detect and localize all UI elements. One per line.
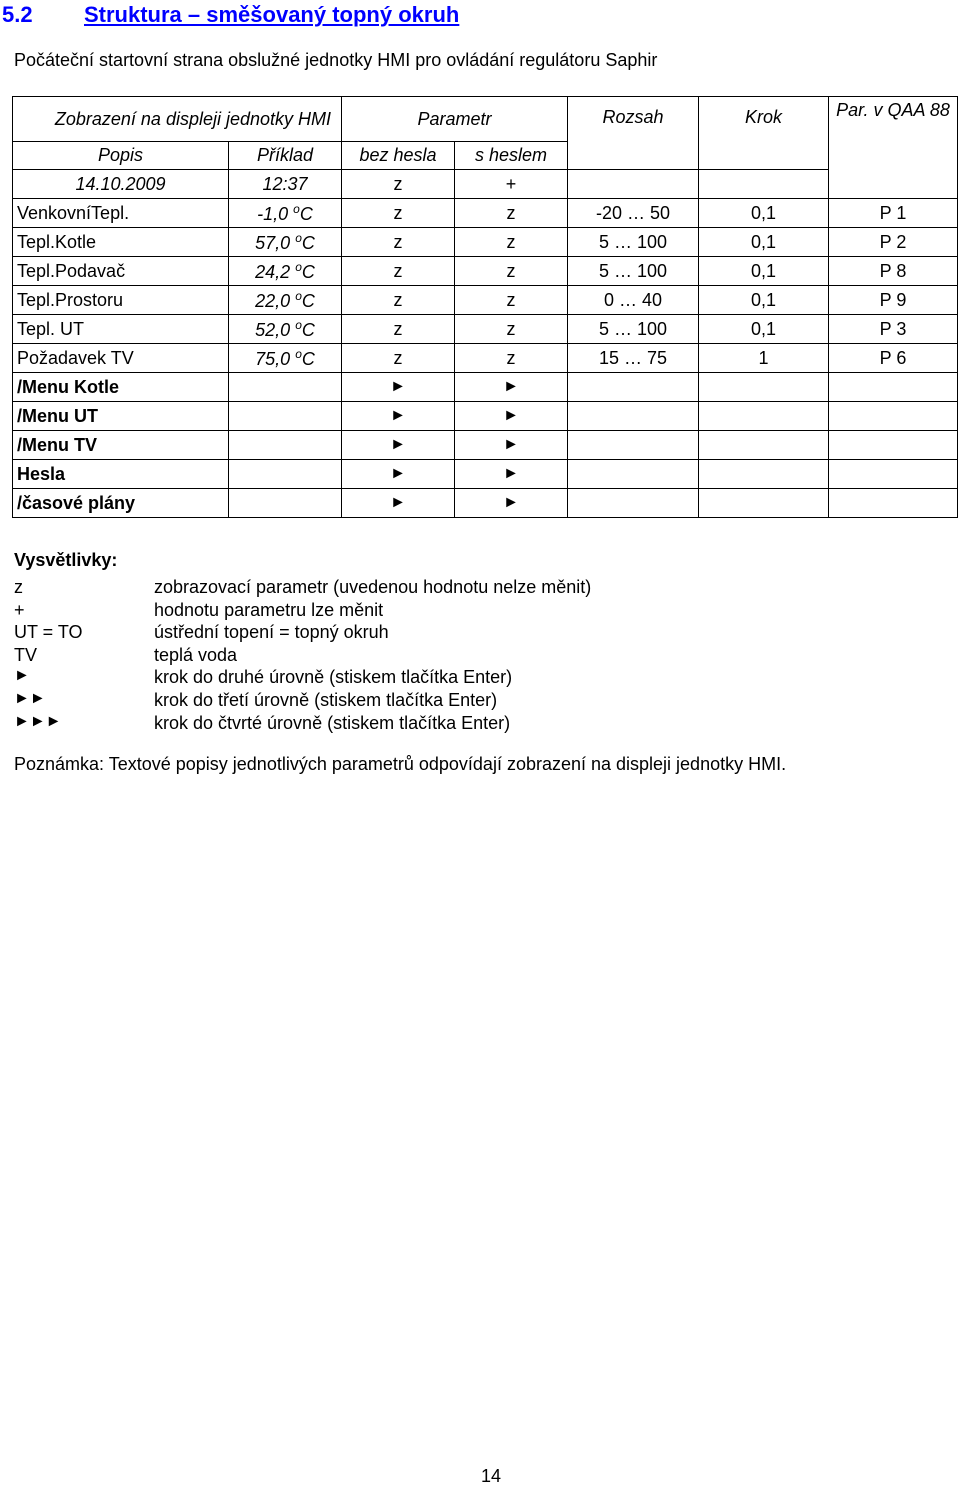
rozsah-cell: 15 … 75 [568, 344, 699, 373]
parameter-table [12, 96, 958, 518]
menu-label: /časové plány [13, 489, 229, 518]
arrow-right-icon: ► [14, 667, 30, 685]
krok-cell [699, 373, 829, 402]
rozsah-cell [568, 489, 699, 518]
table-row [13, 257, 958, 286]
krok-cell [699, 489, 829, 518]
s-cell: z [455, 344, 568, 373]
krok-cell: 0,1 [699, 199, 829, 228]
header-par-qaa: Par. v QAA 88 [829, 97, 958, 199]
krok-cell: 0,1 [699, 286, 829, 315]
rozsah-cell [568, 402, 699, 431]
menu-label: /Menu TV [13, 431, 229, 460]
arrow-right-icon: ► [342, 373, 455, 402]
priklad-cell: 52,0 $^o$C [229, 315, 342, 344]
legend-value: krok do třetí úrovně (stiskem tlačítka Enter) [154, 689, 498, 710]
bez-cell: z [342, 199, 455, 228]
date-cell: 14.10.2009 [13, 170, 229, 199]
header-priklad: Příklad [229, 142, 342, 170]
par-cell: P 1 [829, 199, 958, 228]
arrow-right-icon: ► [342, 402, 455, 431]
table-row [13, 315, 958, 344]
par-cell: P 8 [829, 257, 958, 286]
legend-value: teplá voda [154, 644, 238, 665]
legend-value: krok do druhé úrovně (stiskem tlačítka Enter) [154, 667, 513, 688]
par-cell [829, 402, 958, 431]
krok-cell: 1 [699, 344, 829, 373]
bez-cell: z [342, 315, 455, 344]
popis-cell: Tepl.Kotle [13, 228, 229, 257]
legend-item [14, 577, 914, 600]
priklad-cell: 75,0 $^o$C [229, 344, 342, 373]
section-title: Struktura – směšovaný topný okruh [84, 2, 460, 27]
krok-cell: 0,1 [699, 257, 829, 286]
table-row [13, 431, 958, 460]
header-bez-hesla: bez hesla [342, 142, 455, 170]
priklad-cell [229, 431, 342, 460]
krok-cell [699, 402, 829, 431]
legend-value: krok do čtvrté úrovně (stiskem tlačítka Enter) [154, 712, 511, 733]
par-cell: P 2 [829, 228, 958, 257]
arrow-right-icon: ► [342, 431, 455, 460]
popis-cell: Požadavek TV [13, 344, 229, 373]
subtitle: Počáteční startovní strana obslužné jednotky HMI pro ovládání regulátoru Saphir [14, 50, 658, 70]
section-number: 5.2 [2, 2, 33, 27]
legend-value: hodnotu parametru lze měnit [154, 599, 384, 620]
popis-cell: Tepl.Prostoru [13, 286, 229, 315]
table-row [13, 286, 958, 315]
bez-cell: z [342, 286, 455, 315]
rozsah-cell [568, 373, 699, 402]
legend-item [14, 690, 914, 713]
rozsah-cell [568, 170, 699, 199]
header-popis: Popis [13, 142, 229, 170]
krok-cell: 0,1 [699, 315, 829, 344]
priklad-cell: 24,2 $^o$C [229, 257, 342, 286]
krok-cell [699, 460, 829, 489]
table-row [13, 170, 958, 199]
s-cell: z [455, 315, 568, 344]
s-cell: z [455, 228, 568, 257]
bez-cell: z [342, 170, 455, 199]
priklad-cell [229, 460, 342, 489]
header-krok: Krok [699, 97, 829, 170]
arrow-right-icon: ► [455, 460, 568, 489]
s-cell: z [455, 286, 568, 315]
priklad-cell [229, 489, 342, 518]
triple-arrow-right-icon: ►►► [14, 712, 62, 730]
bez-cell: z [342, 257, 455, 286]
legend-item [14, 622, 914, 645]
section-heading [2, 0, 942, 28]
double-arrow-right-icon: ►► [14, 689, 46, 707]
rozsah-cell: 5 … 100 [568, 228, 699, 257]
popis-cell: VenkovníTepl. [13, 199, 229, 228]
par-cell: P 3 [829, 315, 958, 344]
header-rozsah: Rozsah [568, 97, 699, 170]
legend-key: z [14, 577, 23, 597]
table-row [13, 228, 958, 257]
bez-cell: z [342, 228, 455, 257]
table-row [13, 344, 958, 373]
legend-value: zobrazovací parametr (uvedenou hodnotu nelze měnit) [154, 577, 592, 597]
table-row [13, 402, 958, 431]
priklad-cell: -1,0 $^o$C [229, 199, 342, 228]
krok-cell: 0,1 [699, 228, 829, 257]
rozsah-cell [568, 431, 699, 460]
priklad-cell: 57,0 $^o$C [229, 228, 342, 257]
header-display: Zobrazení na displeji jednotky HMI [13, 97, 342, 142]
par-cell [829, 489, 958, 518]
legend [14, 550, 914, 735]
arrow-right-icon: ► [455, 402, 568, 431]
rozsah-cell: -20 … 50 [568, 199, 699, 228]
header-s-heslem: s heslem [455, 142, 568, 170]
priklad-cell [229, 373, 342, 402]
par-cell: P 6 [829, 344, 958, 373]
table-row [13, 489, 958, 518]
menu-label: /Menu UT [13, 402, 229, 431]
table-header-row [13, 97, 958, 142]
s-cell: z [455, 199, 568, 228]
legend-key: UT = TO [14, 622, 83, 643]
bez-cell: z [342, 344, 455, 373]
par-cell [829, 460, 958, 489]
legend-item [14, 645, 914, 668]
page-number: 14 [481, 1466, 502, 1486]
krok-cell [699, 170, 829, 199]
s-cell: + [455, 170, 568, 199]
par-cell [829, 373, 958, 402]
rozsah-cell: 5 … 100 [568, 315, 699, 344]
time-cell: 12:37 [229, 170, 342, 199]
legend-key: TV [14, 644, 38, 665]
legend-item [14, 600, 914, 623]
menu-label: /Menu Kotle [13, 373, 229, 402]
rozsah-cell: 5 … 100 [568, 257, 699, 286]
arrow-right-icon: ► [342, 489, 455, 518]
arrow-right-icon: ► [455, 489, 568, 518]
priklad-cell [229, 402, 342, 431]
arrow-right-icon: ► [455, 431, 568, 460]
par-cell [829, 431, 958, 460]
table-row [13, 460, 958, 489]
legend-value: ústřední topení = topný okruh [154, 622, 389, 643]
legend-title: Vysvětlivky: [14, 550, 118, 570]
s-cell: z [455, 257, 568, 286]
table-row [13, 199, 958, 228]
arrow-right-icon: ► [455, 373, 568, 402]
rozsah-cell: 0 … 40 [568, 286, 699, 315]
rozsah-cell [568, 460, 699, 489]
arrow-right-icon: ► [342, 460, 455, 489]
priklad-cell: 22,0 $^o$C [229, 286, 342, 315]
popis-cell: Tepl. UT [13, 315, 229, 344]
note: Poznámka: Textové popisy jednotlivých parametrů odpovídají zobrazení na displeji jednotky HMI. [14, 754, 787, 774]
legend-key: + [14, 599, 25, 620]
legend-item [14, 667, 914, 690]
par-cell: P 9 [829, 286, 958, 315]
krok-cell [699, 431, 829, 460]
table-row [13, 373, 958, 402]
menu-label: Hesla [13, 460, 229, 489]
header-parametr: Parametr [342, 97, 568, 142]
popis-cell: Tepl.Podavač [13, 257, 229, 286]
legend-item [14, 713, 914, 736]
